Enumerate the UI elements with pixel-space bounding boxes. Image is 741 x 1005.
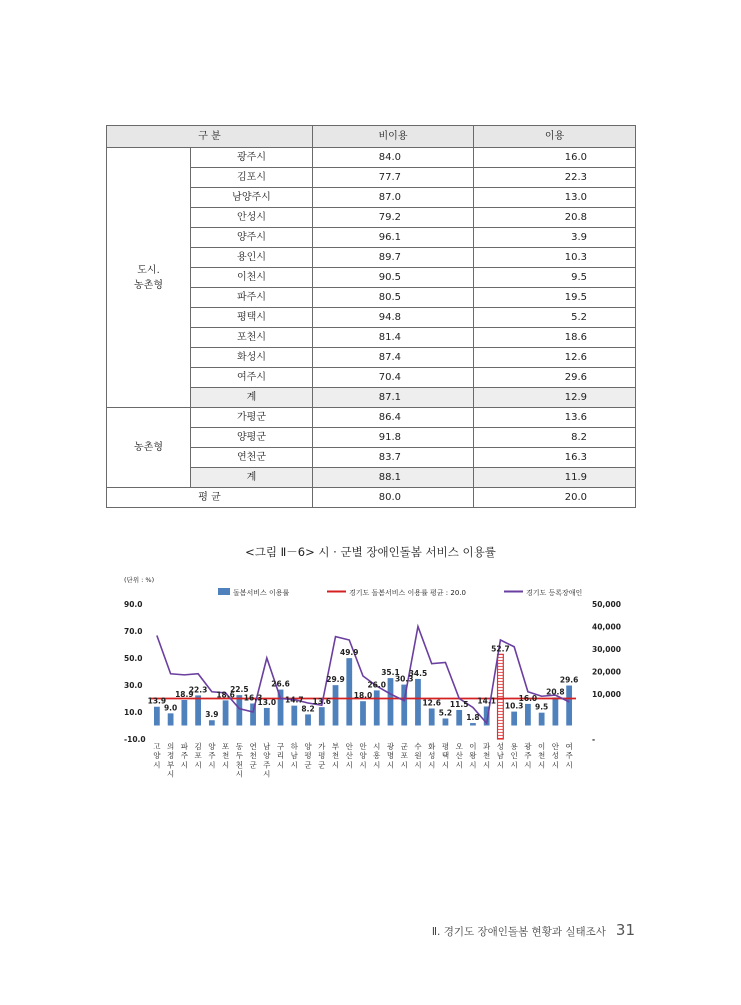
bar [305, 714, 311, 725]
subtotal-label: 계 [191, 388, 313, 408]
category-label: 가 평 군 [318, 742, 326, 770]
y-left-tick: -10.0 [124, 735, 146, 744]
category-label: 용 인 시 [510, 742, 518, 770]
category-label: 연 천 군 [249, 742, 257, 770]
y-left-tick: 70.0 [124, 627, 143, 636]
bar [374, 690, 380, 725]
category-label: 시 흥 시 [373, 742, 381, 770]
non-use-cell: 81.4 [313, 328, 474, 348]
legend-bar-swatch [218, 588, 230, 595]
bar [511, 712, 517, 726]
figure-caption: <그림 Ⅱ－6> 시 · 군별 장애인돌봄 서비스 이용률 [245, 545, 496, 559]
use-cell: 10.3 [474, 248, 636, 268]
bar-value-label: 18.9 [175, 689, 194, 699]
use-cell: 5.2 [474, 308, 636, 328]
bar-value-label: 12.6 [422, 698, 441, 708]
region-cell: 남양주시 [191, 188, 313, 208]
non-use-cell: 91.8 [313, 428, 474, 448]
average-row [107, 488, 636, 508]
bar [566, 686, 572, 726]
y-left-tick: 10.0 [124, 708, 143, 717]
bar-value-label: 9.5 [534, 702, 549, 712]
non-use-cell: 96.1 [313, 228, 474, 248]
bar-value-label: 49.9 [340, 648, 359, 658]
bar [291, 706, 297, 726]
region-cell: 파주시 [191, 288, 313, 308]
y-right-tick: 10,000 [592, 690, 621, 699]
bar-value-label: 13.0 [257, 697, 277, 707]
y-right-tick: 40,000 [592, 622, 621, 632]
subtotal-label: 계 [191, 468, 313, 488]
header-use: 이용 [474, 126, 636, 148]
use-cell: 29.6 [474, 368, 636, 388]
bar-value-label: 29.6 [559, 675, 579, 685]
category-label: 평 택 시 [441, 742, 450, 770]
bar-value-label: 18.0 [353, 691, 373, 701]
bar-value-label: 18.6 [216, 690, 235, 700]
bar-value-label: 29.9 [326, 675, 345, 685]
non-use-cell: 87.4 [313, 348, 474, 368]
bar-value-label: 3.9 [205, 710, 219, 720]
non-use-cell: 87.0 [313, 188, 474, 208]
bar-value-label: 13.9 [147, 696, 167, 706]
non-use-cell: 79.2 [313, 208, 474, 228]
region-cell: 여주시 [191, 368, 313, 388]
category-label: 하 남 시 [290, 742, 298, 770]
bar-value-label: 35.1 [381, 668, 400, 678]
region-cell: 양주시 [191, 228, 313, 248]
category-label: 안 성 시 [551, 742, 560, 770]
use-cell: 18.6 [474, 328, 636, 348]
category-label: 과 천 시 [483, 742, 491, 770]
bar [333, 685, 339, 725]
bar [553, 697, 559, 725]
category-label: 고 양 시 [153, 742, 161, 770]
bar-value-label: 9.0 [163, 703, 178, 713]
bar-value-label: 52.7 [491, 644, 510, 654]
page-footer [432, 921, 635, 939]
category-label: 군 포 시 [400, 742, 408, 770]
category-label: 부 천 시 [331, 742, 340, 770]
non-use-cell: 89.7 [313, 248, 474, 268]
category-label: 화 성 시 [428, 742, 436, 770]
bar [443, 718, 449, 725]
category-label: 이 왕 시 [469, 742, 477, 770]
category-label: 광 명 시 [386, 742, 395, 770]
bar [539, 713, 545, 726]
average-use: 20.0 [474, 488, 636, 508]
category-label: 의 정 부 시 [166, 742, 175, 779]
unit-label: (단위 : %) [124, 576, 155, 584]
region-cell: 이천시 [191, 268, 313, 288]
bar [429, 708, 435, 725]
use-cell: 12.6 [474, 348, 636, 368]
bar [223, 700, 229, 725]
bar [360, 701, 366, 725]
use-cell: 13.0 [474, 188, 636, 208]
footer-section: Ⅱ. 경기도 장애인돌봄 현황과 실태조사 [431, 926, 606, 938]
service-usage-table [106, 125, 636, 508]
bar [388, 678, 394, 725]
category-label: 동 두 천 시 [235, 742, 243, 779]
bar [470, 723, 476, 725]
category-label: 성 남 시 [496, 742, 505, 770]
use-cell: 8.2 [474, 428, 636, 448]
group-label: 도시. 농촌형 [107, 148, 191, 408]
group-label: 농촌형 [107, 408, 191, 488]
category-label: 남 양 주 시 [263, 742, 271, 779]
bar [195, 695, 201, 725]
bar-value-label: 26.0 [367, 680, 386, 690]
bar-value-label: 34.5 [408, 668, 428, 678]
bar-value-label: 22.5 [230, 685, 249, 695]
y-left-tick: 50.0 [124, 654, 143, 663]
bar [319, 707, 325, 725]
category-label: 김 포 시 [194, 742, 202, 770]
bar [209, 720, 215, 725]
y-left-tick: 30.0 [124, 681, 143, 690]
bar [181, 700, 187, 726]
use-cell: 19.5 [474, 288, 636, 308]
bar [346, 658, 352, 725]
category-label: 파 주 시 [180, 742, 188, 770]
bar-value-label: 14.1 [477, 696, 496, 706]
region-cell: 화성시 [191, 348, 313, 368]
y-right-tick: - [592, 735, 596, 744]
non-use-cell: 90.5 [313, 268, 474, 288]
table-row [107, 148, 636, 168]
bar-value-label: 11.5 [449, 699, 469, 709]
bar [456, 710, 462, 726]
header-non-use: 비이용 [313, 126, 474, 148]
category-label: 오 산 시 [455, 742, 463, 770]
region-cell: 김포시 [191, 168, 313, 188]
subtotal-non-use: 87.1 [313, 388, 474, 408]
bar [264, 708, 270, 726]
use-cell: 3.9 [474, 228, 636, 248]
region-cell: 광주시 [191, 148, 313, 168]
header-category: 구 분 [107, 126, 313, 148]
category-label: 포 천 시 [221, 742, 230, 770]
use-cell: 16.3 [474, 448, 636, 468]
y-right-tick: 20,000 [592, 667, 621, 677]
subtotal-non-use: 88.1 [313, 468, 474, 488]
bar [525, 704, 531, 726]
subtotal-use: 11.9 [474, 468, 636, 488]
region-cell: 양평군 [191, 428, 313, 448]
page-number: 31 [615, 921, 635, 939]
category-label: 안 양 시 [359, 742, 367, 770]
region-cell: 포천시 [191, 328, 313, 348]
bar-value-label: 5.2 [438, 708, 453, 718]
use-cell: 22.3 [474, 168, 636, 188]
non-use-cell: 83.7 [313, 448, 474, 468]
bar-value-label: 30.3 [394, 674, 414, 684]
region-cell: 평택시 [191, 308, 313, 328]
y-right-tick: 50,000 [592, 600, 621, 609]
use-cell: 9.5 [474, 268, 636, 288]
legend-bar-label: 돌봄서비스 이용률 [233, 589, 290, 597]
bar-value-label: 20.8 [546, 687, 565, 697]
bar [415, 679, 421, 726]
bar-value-label: 16.3 [243, 693, 263, 703]
category-label: 수 원 시 [414, 742, 422, 770]
category-label: 양 평 군 [304, 742, 312, 770]
non-use-cell: 70.4 [313, 368, 474, 388]
region-cell: 가평군 [191, 408, 313, 428]
bar-value-label: 26.6 [271, 679, 290, 689]
category-label: 여 주 시 [565, 742, 573, 770]
usage-chart [120, 572, 621, 812]
bar-value-label: 14.7 [285, 695, 304, 705]
bar-value-label: 1.8 [466, 713, 480, 723]
category-label: 광 주 시 [524, 742, 532, 770]
use-cell: 13.6 [474, 408, 636, 428]
y-right-tick: 30,000 [592, 645, 621, 654]
non-use-cell: 80.5 [313, 288, 474, 308]
bar-value-label: 8.2 [301, 704, 315, 714]
table-header-row [107, 126, 636, 148]
category-label: 이 천 시 [538, 742, 546, 770]
non-use-cell: 77.7 [313, 168, 474, 188]
non-use-cell: 94.8 [313, 308, 474, 328]
bar-value-label: 22.3 [188, 685, 208, 695]
bar-value-label: 13.6 [312, 697, 332, 707]
use-cell: 20.8 [474, 208, 636, 228]
subtotal-use: 12.9 [474, 388, 636, 408]
bar [168, 713, 174, 725]
legend-pop-label: 경기도 등록장애인 [526, 589, 583, 597]
non-use-cell: 86.4 [313, 408, 474, 428]
average-non-use: 80.0 [313, 488, 474, 508]
y-left-tick: 90.0 [124, 600, 143, 609]
category-label: 양 주 시 [208, 742, 216, 770]
region-cell: 연천군 [191, 448, 313, 468]
use-cell: 16.0 [474, 148, 636, 168]
legend-avg-label: 경기도 돌봄서비스 이용률 평균 : 20.0 [349, 589, 466, 597]
bar-value-label: 10.3 [504, 701, 524, 711]
bar [154, 707, 160, 726]
table-row [107, 408, 636, 428]
non-use-cell: 84.0 [313, 148, 474, 168]
bar [236, 695, 242, 725]
average-label: 평 균 [107, 488, 313, 508]
category-label: 안 산 시 [345, 742, 353, 770]
region-cell: 안성시 [191, 208, 313, 228]
category-label: 구 리 시 [276, 742, 285, 770]
bar-value-label: 16.0 [518, 693, 538, 703]
region-cell: 용인시 [191, 248, 313, 268]
